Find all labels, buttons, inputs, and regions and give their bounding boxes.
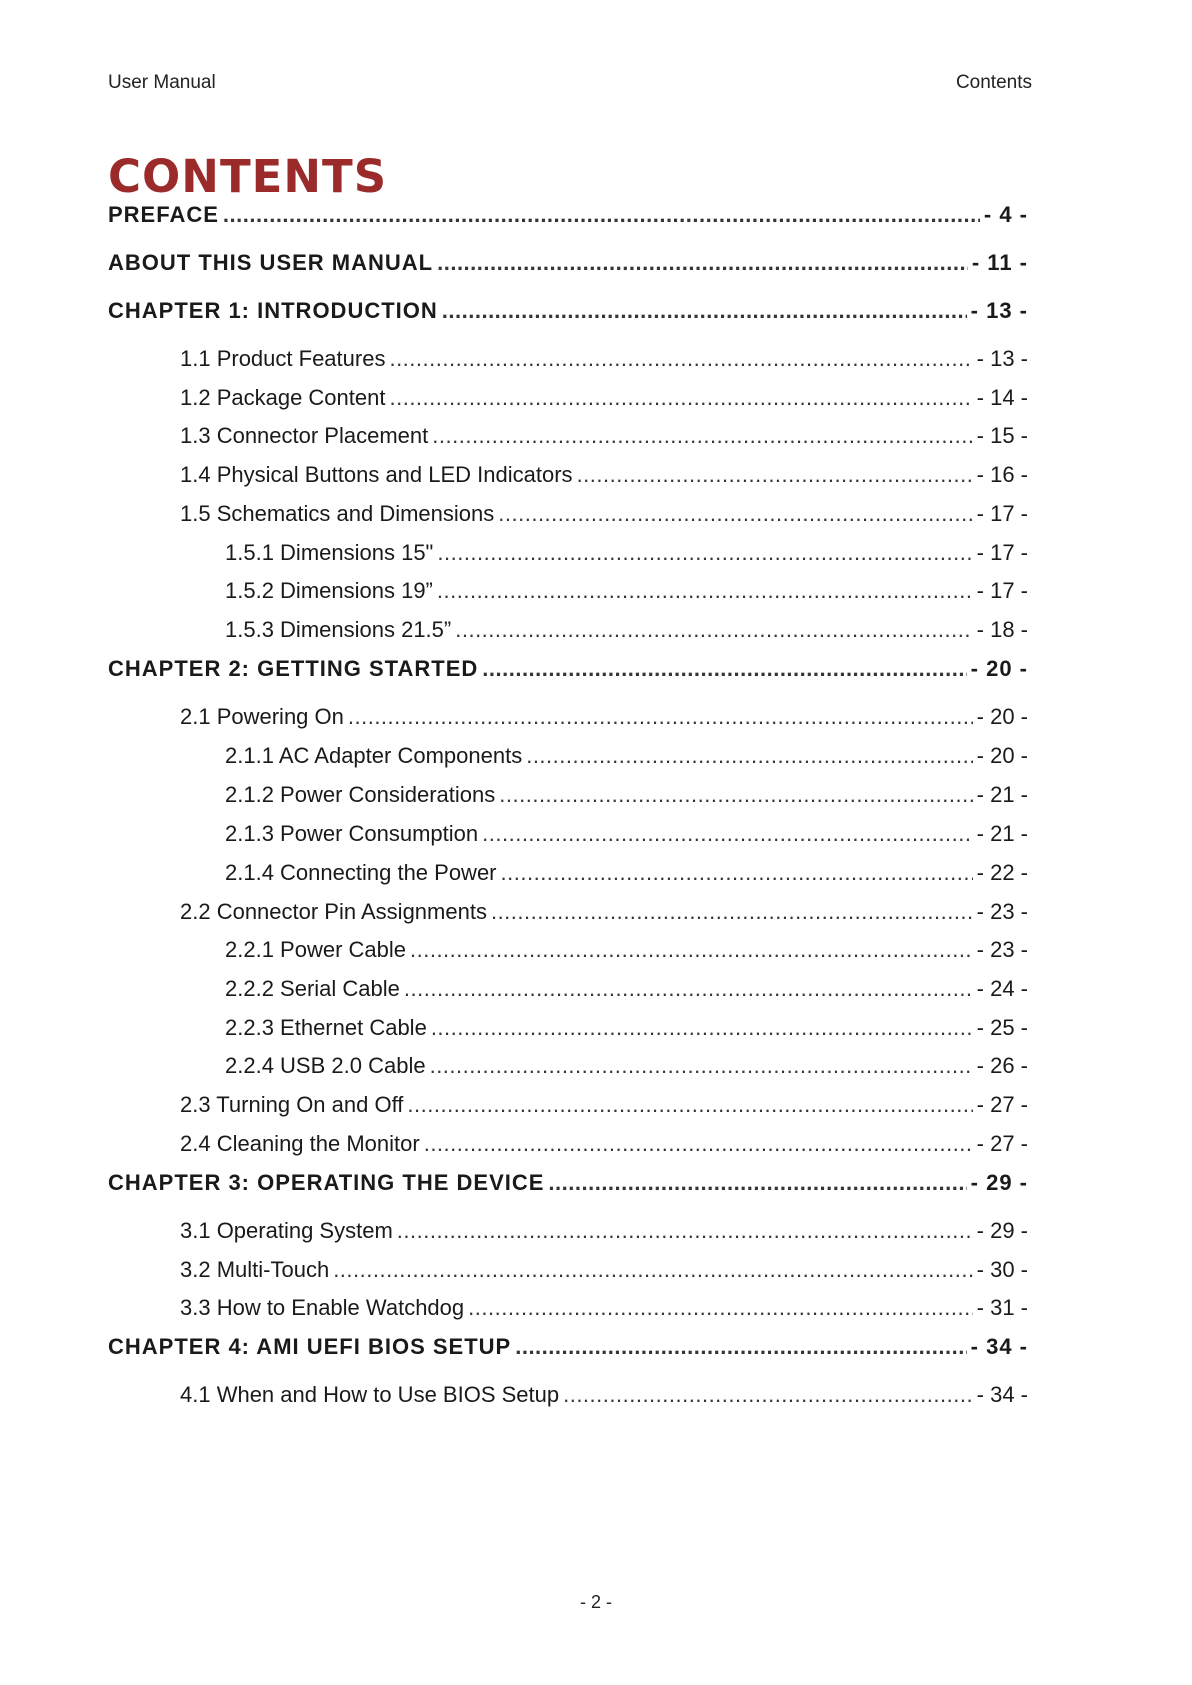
toc-leader-dots	[410, 937, 973, 963]
toc-entry-label: 3.3 How to Enable Watchdog	[180, 1295, 465, 1320]
toc-leader-dots	[389, 346, 972, 372]
toc-entry-page: - 29 -	[970, 1170, 1028, 1195]
toc-entry-page: - 34 -	[970, 1334, 1028, 1359]
toc-leader-dots	[223, 202, 980, 228]
toc-leader-dots	[526, 743, 972, 769]
toc-leader-dots	[491, 899, 973, 925]
toc-leader-dots	[548, 1170, 966, 1196]
toc-entry-page: - 13 -	[976, 346, 1028, 371]
toc-section-entry[interactable]	[108, 1257, 1028, 1283]
toc-entry-label: 2.2.2 Serial Cable	[225, 976, 400, 1001]
toc-entry-label: 1.4 Physical Buttons and LED Indicators	[180, 462, 573, 487]
toc-entry-page: - 25 -	[976, 1015, 1028, 1040]
toc-leader-dots	[432, 423, 972, 449]
toc-chapter-entry[interactable]	[108, 1334, 1028, 1360]
toc-section-entry[interactable]	[108, 1015, 1028, 1041]
toc-entry-label: 2.2.1 Power Cable	[225, 937, 406, 962]
toc-section-entry[interactable]	[108, 782, 1028, 808]
toc-entry-label: CHAPTER 3: OPERATING THE DEVICE	[108, 1170, 545, 1195]
toc-leader-dots	[431, 1015, 973, 1041]
toc-section-entry[interactable]	[108, 899, 1028, 925]
toc-entry-page: - 18 -	[976, 617, 1028, 642]
toc-entry-page: - 27 -	[976, 1092, 1028, 1117]
header-doc-title: User Manual	[108, 72, 216, 93]
toc-section-entry[interactable]	[108, 860, 1028, 886]
toc-entry-label: 1.5.1 Dimensions 15"	[225, 540, 434, 565]
toc-section-entry[interactable]	[108, 937, 1028, 963]
toc-entry-page: - 17 -	[976, 578, 1028, 603]
toc-leader-dots	[442, 298, 967, 324]
toc-section-entry[interactable]	[108, 821, 1028, 847]
toc-entry-label: 2.1.2 Power Considerations	[225, 782, 496, 807]
toc-entry-page: - 11 -	[971, 250, 1028, 275]
toc-section-entry[interactable]	[108, 1295, 1028, 1321]
toc-section-entry[interactable]	[108, 423, 1028, 449]
toc-entry-label: 1.5 Schematics and Dimensions	[180, 501, 495, 526]
toc-entry-page: - 22 -	[976, 860, 1028, 885]
toc-entry-label: 3.1 Operating System	[180, 1218, 393, 1243]
toc-leader-dots	[437, 250, 968, 276]
toc-leader-dots	[348, 704, 973, 730]
toc-entry-page: - 13 -	[970, 298, 1028, 323]
toc-entry-page: - 17 -	[976, 501, 1028, 526]
toc-entry-label: ABOUT THIS USER MANUAL	[108, 250, 434, 275]
toc-entry-page: - 30 -	[976, 1257, 1028, 1282]
toc-leader-dots	[389, 385, 972, 411]
toc-entry-page: - 24 -	[976, 976, 1028, 1001]
toc-leader-dots	[563, 1382, 973, 1408]
toc-section-entry[interactable]	[108, 743, 1028, 769]
toc-section-entry[interactable]	[108, 976, 1028, 1002]
toc-entry-page: - 29 -	[976, 1218, 1028, 1243]
toc-leader-dots	[455, 617, 972, 643]
toc-entry-label: 1.5.3 Dimensions 21.5”	[225, 617, 452, 642]
toc-section-entry[interactable]	[108, 385, 1028, 411]
toc-entry-page: - 21 -	[976, 782, 1028, 807]
toc-chapter-entry[interactable]	[108, 298, 1028, 324]
toc-section-entry[interactable]	[108, 1092, 1028, 1118]
toc-entry-label: 2.2.3 Ethernet Cable	[225, 1015, 427, 1040]
toc-entry-page: - 17 -	[976, 540, 1028, 565]
toc-entry-label: 4.1 When and How to Use BIOS Setup	[180, 1382, 560, 1407]
toc-entry-label: 2.2 Connector Pin Assignments	[180, 899, 487, 924]
toc-section-entry[interactable]	[108, 1131, 1028, 1157]
toc-entry-label: 2.1 Powering On	[180, 704, 344, 729]
header-section: Contents	[955, 72, 1032, 93]
toc-leader-dots	[407, 1092, 972, 1118]
toc-leader-dots	[397, 1218, 973, 1244]
toc-entry-page: - 14 -	[976, 385, 1028, 410]
toc-section-entry[interactable]	[108, 540, 1028, 566]
toc-chapter-entry[interactable]	[108, 656, 1028, 682]
toc-entry-page: - 15 -	[976, 423, 1028, 448]
toc-section-entry[interactable]	[108, 617, 1028, 643]
toc-leader-dots	[424, 1131, 973, 1157]
toc-section-entry[interactable]	[108, 346, 1028, 372]
toc-entry-label: 3.2 Multi-Touch	[180, 1257, 330, 1282]
toc-section-entry[interactable]	[108, 501, 1028, 527]
toc-entry-page: - 27 -	[976, 1131, 1028, 1156]
toc-entry-label: 2.3 Turning On and Off	[180, 1092, 404, 1117]
toc-section-entry[interactable]	[108, 704, 1028, 730]
running-header	[108, 72, 1032, 94]
toc-entry-page: - 21 -	[976, 821, 1028, 846]
toc-leader-dots	[430, 1053, 973, 1079]
toc-entry-label: 2.1.3 Power Consumption	[225, 821, 479, 846]
toc-leader-dots	[498, 501, 972, 527]
toc-leader-dots	[501, 860, 973, 886]
toc-section-entry[interactable]	[108, 1218, 1028, 1244]
toc-entry-page: - 20 -	[976, 743, 1028, 768]
toc-leader-dots	[404, 976, 973, 1002]
toc-entry-label: 2.1.4 Connecting the Power	[225, 860, 497, 885]
toc-entry-label: 1.3 Connector Placement	[180, 423, 429, 448]
toc-entry-label: 1.5.2 Dimensions 19”	[225, 578, 433, 603]
toc-leader-dots	[515, 1334, 966, 1360]
toc-entry-page: - 23 -	[976, 937, 1028, 962]
toc-entry-label: PREFACE	[108, 202, 219, 227]
toc-leader-dots	[437, 578, 973, 604]
toc-entry-page: - 23 -	[976, 899, 1028, 924]
toc-entry-label: CHAPTER 4: AMI UEFI BIOS SETUP	[108, 1334, 512, 1359]
toc-leader-dots	[482, 821, 973, 847]
toc-entry-page: - 31 -	[976, 1295, 1028, 1320]
toc-entry-label: 2.4 Cleaning the Monitor	[180, 1131, 420, 1156]
toc-entry-page: - 20 -	[970, 656, 1028, 681]
toc-entry-label: 1.1 Product Features	[180, 346, 386, 371]
toc-section-entry[interactable]	[108, 578, 1028, 604]
toc-entry-label: CHAPTER 1: INTRODUCTION	[108, 298, 438, 323]
toc-leader-dots	[437, 540, 972, 566]
toc-chapter-entry[interactable]	[108, 202, 1028, 228]
page-title: CONTENTS	[108, 150, 388, 203]
toc-chapter-entry[interactable]	[108, 1170, 1028, 1196]
toc-entry-page: - 26 -	[976, 1053, 1028, 1078]
toc-entry-label: CHAPTER 2: GETTING STARTED	[108, 656, 479, 681]
page-number: - 2 -	[579, 1592, 612, 1612]
toc-entry-label: 2.1.1 AC Adapter Components	[225, 743, 523, 768]
toc-leader-dots	[468, 1295, 973, 1321]
toc-section-entry[interactable]	[108, 462, 1028, 488]
toc-leader-dots	[577, 462, 973, 488]
toc-entry-label: 2.2.4 USB 2.0 Cable	[225, 1053, 426, 1078]
toc-leader-dots	[333, 1257, 972, 1283]
toc-chapter-entry[interactable]	[108, 250, 1028, 276]
toc-leader-dots	[482, 656, 966, 682]
toc-entry-page: - 20 -	[976, 704, 1028, 729]
toc-entry-page: - 16 -	[976, 462, 1028, 487]
toc-entry-page: - 34 -	[976, 1382, 1028, 1407]
toc-section-entry[interactable]	[108, 1053, 1028, 1079]
toc-entry-label: 1.2 Package Content	[180, 385, 386, 410]
toc-leader-dots	[499, 782, 972, 808]
toc-entry-page: - 4 -	[983, 202, 1028, 227]
toc-section-entry[interactable]	[108, 1382, 1028, 1408]
